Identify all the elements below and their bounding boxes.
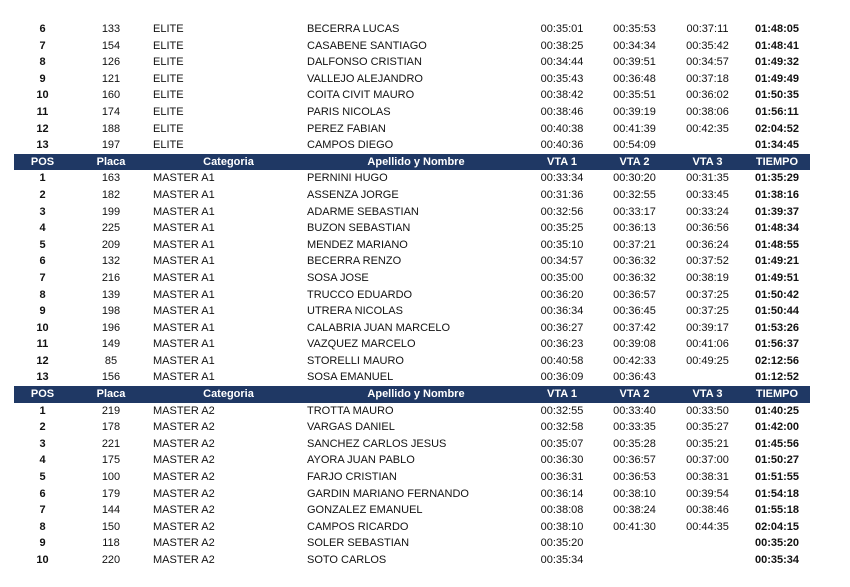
vta3-cell: 00:38:19 — [686, 271, 729, 284]
table-row — [14, 87, 810, 104]
placa-cell: 149 — [101, 338, 121, 351]
vta1-cell: 00:36:31 — [540, 471, 584, 484]
table-row — [14, 469, 810, 486]
vta2-cell: 00:35:28 — [613, 437, 656, 450]
header-vta3: VTA 3 — [671, 386, 744, 403]
nombre-cell: PERNINI HUGO — [307, 172, 388, 185]
pos-cell: 8 — [39, 520, 46, 533]
vta1-cell: 00:36:14 — [540, 487, 584, 500]
placa-cell: 132 — [101, 255, 121, 268]
placa-cell: 85 — [104, 354, 118, 367]
table-row — [14, 187, 810, 204]
header-nombre: Apellido y Nombre — [306, 386, 526, 403]
nombre-cell: SOSA EMANUEL — [307, 371, 394, 384]
tiempo-cell: 01:49:21 — [754, 255, 800, 268]
pos-cell: 7 — [39, 504, 46, 517]
header-vta3: VTA 3 — [671, 154, 744, 171]
categoria-cell: MASTER A2 — [153, 554, 215, 566]
categoria-cell: MASTER A1 — [153, 338, 215, 351]
placa-cell: 225 — [101, 222, 121, 235]
categoria-cell: MASTER A1 — [153, 305, 215, 318]
categoria-cell: MASTER A1 — [153, 371, 215, 384]
header-nombre: Apellido y Nombre — [306, 154, 526, 171]
tiempo-cell: 01:50:42 — [754, 288, 800, 301]
table-row — [14, 369, 810, 386]
pos-cell: 10 — [36, 554, 49, 566]
placa-cell: 126 — [101, 56, 121, 69]
pos-cell: 10 — [36, 89, 49, 102]
categoria-cell: ELITE — [153, 39, 184, 52]
placa-cell: 219 — [101, 404, 121, 417]
pos-cell: 13 — [36, 371, 49, 384]
vta3-cell: 00:38:46 — [686, 504, 729, 517]
vta3-cell: 00:38:06 — [686, 105, 729, 118]
vta3-cell: 00:39:17 — [686, 321, 729, 334]
nombre-cell: BECERRA RENZO — [307, 255, 402, 268]
table-row — [14, 502, 810, 519]
categoria-cell: MASTER A2 — [153, 437, 215, 450]
vta3-cell: 00:39:54 — [686, 487, 729, 500]
vta1-cell: 00:38:08 — [540, 504, 584, 517]
tiempo-cell: 01:48:41 — [754, 39, 800, 52]
tiempo-cell: 01:48:05 — [754, 23, 800, 35]
vta3-cell — [671, 369, 744, 386]
vta3-cell: 00:42:35 — [686, 122, 729, 135]
placa-cell: 221 — [101, 437, 121, 450]
pos-cell: 5 — [39, 238, 46, 251]
nombre-cell: VAZQUEZ MARCELO — [307, 338, 416, 351]
vta3-cell — [671, 535, 744, 552]
vta2-cell: 00:36:57 — [613, 288, 656, 301]
table-row — [14, 436, 810, 453]
table-row — [14, 253, 810, 270]
table-row — [14, 552, 810, 569]
placa-cell: 150 — [101, 520, 121, 533]
vta1-cell: 00:35:10 — [540, 238, 584, 251]
categoria-cell: MASTER A1 — [153, 238, 215, 251]
vta3-cell: 00:33:45 — [686, 188, 729, 201]
pos-cell: 9 — [39, 72, 46, 85]
vta3-cell: 00:37:18 — [686, 72, 729, 85]
header-placa: Placa — [71, 154, 151, 171]
nombre-cell: GARDIN MARIANO FERNANDO — [307, 487, 469, 500]
tiempo-cell: 00:35:20 — [754, 537, 800, 550]
placa-cell: 196 — [101, 321, 121, 334]
tiempo-cell: 01:12:52 — [754, 371, 800, 384]
vta2-cell: 00:35:51 — [613, 89, 656, 102]
nombre-cell: ASSENZA JORGE — [307, 188, 399, 201]
vta1-cell: 00:32:58 — [540, 421, 584, 434]
tiempo-cell: 01:53:26 — [754, 321, 800, 334]
vta1-cell: 00:36:23 — [540, 338, 584, 351]
pos-cell: 11 — [36, 338, 49, 351]
nombre-cell: SANCHEZ CARLOS JESUS — [307, 437, 447, 450]
vta2-cell: 00:41:39 — [613, 122, 656, 135]
vta3-cell: 00:31:35 — [686, 172, 729, 185]
pos-cell: 9 — [39, 305, 46, 318]
pos-cell: 1 — [39, 404, 46, 417]
vta2-cell — [598, 552, 671, 569]
nombre-cell: COITA CIVIT MAURO — [307, 89, 415, 102]
vta3-cell: 00:37:25 — [686, 288, 729, 301]
categoria-cell: MASTER A2 — [153, 487, 215, 500]
results-body — [14, 21, 810, 569]
placa-cell: 156 — [101, 371, 121, 384]
pos-cell: 10 — [36, 321, 49, 334]
tiempo-cell: 01:51:55 — [754, 471, 800, 484]
categoria-cell: MASTER A2 — [153, 520, 215, 533]
vta1-cell: 00:35:20 — [540, 537, 584, 550]
categoria-cell: ELITE — [153, 122, 184, 135]
vta3-cell: 00:37:11 — [686, 23, 729, 35]
vta1-cell: 00:40:36 — [540, 139, 584, 152]
placa-cell: 163 — [101, 172, 121, 185]
tiempo-cell: 01:39:37 — [754, 205, 800, 218]
nombre-cell: CAMPOS DIEGO — [307, 139, 394, 152]
vta1-cell: 00:34:44 — [540, 56, 584, 69]
placa-cell: 216 — [101, 271, 121, 284]
placa-cell: 220 — [101, 554, 121, 566]
vta2-cell: 00:34:34 — [613, 39, 656, 52]
categoria-cell: ELITE — [153, 56, 184, 69]
categoria-cell: MASTER A1 — [153, 222, 215, 235]
categoria-cell: MASTER A1 — [153, 288, 215, 301]
categoria-cell: MASTER A2 — [153, 504, 215, 517]
pos-cell: 8 — [39, 288, 46, 301]
categoria-cell: MASTER A1 — [153, 205, 215, 218]
pos-cell: 9 — [39, 537, 46, 550]
pos-cell: 12 — [36, 354, 49, 367]
vta1-cell: 00:35:43 — [540, 72, 584, 85]
nombre-cell: SOTO CARLOS — [307, 554, 387, 566]
vta2-cell: 00:36:48 — [613, 72, 656, 85]
vta2-cell: 00:37:21 — [613, 238, 656, 251]
placa-cell: 209 — [101, 238, 121, 251]
tiempo-cell: 01:38:16 — [754, 188, 800, 201]
tiempo-cell: 01:45:56 — [754, 437, 800, 450]
nombre-cell: SOLER SEBASTIAN — [307, 537, 410, 550]
table-row — [14, 270, 810, 287]
vta1-cell: 00:36:34 — [540, 305, 584, 318]
vta1-cell: 00:35:34 — [540, 554, 584, 566]
tiempo-cell: 01:50:27 — [754, 454, 800, 467]
nombre-cell: TRUCCO EDUARDO — [307, 288, 413, 301]
table-row — [14, 535, 810, 552]
nombre-cell: BUZON SEBASTIAN — [307, 222, 411, 235]
categoria-cell: MASTER A2 — [153, 404, 215, 417]
vta1-cell: 00:32:55 — [540, 404, 584, 417]
vta3-cell: 00:34:57 — [686, 56, 729, 69]
nombre-cell: VARGAS DANIEL — [307, 421, 395, 434]
vta2-cell: 00:36:13 — [613, 222, 656, 235]
vta3-cell: 00:41:06 — [686, 338, 729, 351]
tiempo-cell: 01:48:55 — [754, 238, 800, 251]
table-row — [14, 121, 810, 138]
vta1-cell: 00:34:57 — [540, 255, 584, 268]
categoria-cell: MASTER A1 — [153, 188, 215, 201]
placa-cell: 179 — [101, 487, 121, 500]
vta2-cell: 00:41:30 — [613, 520, 656, 533]
vta1-cell: 00:35:25 — [540, 222, 584, 235]
nombre-cell: SOSA JOSE — [307, 271, 369, 284]
categoria-cell: ELITE — [153, 72, 184, 85]
pos-cell: 5 — [39, 471, 46, 484]
vta2-cell: 00:37:42 — [613, 321, 656, 334]
placa-cell: 144 — [101, 504, 121, 517]
categoria-cell: MASTER A2 — [153, 421, 215, 434]
categoria-cell: MASTER A1 — [153, 172, 215, 185]
tiempo-cell: 01:50:44 — [754, 305, 800, 318]
placa-cell: 175 — [101, 454, 121, 467]
header-tiempo: TIEMPO — [744, 386, 810, 403]
table-row — [14, 38, 810, 55]
vta3-cell: 00:35:27 — [686, 421, 729, 434]
vta2-cell: 00:38:24 — [613, 504, 656, 517]
categoria-cell: MASTER A1 — [153, 271, 215, 284]
table-row — [14, 54, 810, 71]
pos-cell: 12 — [36, 122, 49, 135]
placa-cell: 160 — [101, 89, 121, 102]
tiempo-cell: 00:35:34 — [754, 554, 800, 566]
placa-cell: 154 — [101, 39, 121, 52]
placa-cell: 188 — [101, 122, 121, 135]
tiempo-cell: 01:40:25 — [754, 404, 800, 417]
vta3-cell: 00:36:24 — [686, 238, 729, 251]
placa-cell: 178 — [101, 421, 121, 434]
header-vta2: VTA 2 — [598, 154, 671, 171]
pos-cell: 6 — [39, 255, 46, 268]
header-pos: POS — [14, 154, 71, 171]
placa-cell: 118 — [102, 537, 120, 550]
vta3-cell — [671, 552, 744, 569]
table-row — [14, 137, 810, 154]
pos-cell: 13 — [36, 139, 49, 152]
pos-cell: 7 — [39, 39, 46, 52]
pos-cell: 8 — [39, 56, 46, 69]
categoria-cell: ELITE — [153, 89, 184, 102]
tiempo-cell: 02:04:52 — [754, 122, 800, 135]
pos-cell: 4 — [39, 454, 46, 467]
table-row — [14, 419, 810, 436]
pos-cell: 4 — [39, 222, 46, 235]
placa-cell: 139 — [101, 288, 121, 301]
vta1-cell: 00:36:30 — [540, 454, 584, 467]
vta3-cell: 00:33:24 — [686, 205, 729, 218]
vta2-cell: 00:36:53 — [613, 471, 656, 484]
vta2-cell: 00:39:19 — [613, 105, 656, 118]
categoria-cell: MASTER A1 — [153, 255, 215, 268]
header-vta1: VTA 1 — [526, 386, 598, 403]
placa-cell: 198 — [101, 305, 121, 318]
categoria-cell: MASTER A1 — [153, 354, 215, 367]
categoria-cell: ELITE — [153, 23, 184, 35]
vta1-cell: 00:36:27 — [540, 321, 584, 334]
tiempo-cell: 01:49:49 — [754, 72, 800, 85]
vta1-cell: 00:31:36 — [540, 188, 584, 201]
nombre-cell: VALLEJO ALEJANDRO — [307, 72, 423, 85]
vta2-cell: 00:38:10 — [613, 487, 656, 500]
vta3-cell — [671, 137, 744, 154]
pos-cell: 2 — [39, 421, 46, 434]
placa-cell: 197 — [101, 139, 121, 152]
nombre-cell: CAMPOS RICARDO — [307, 520, 409, 533]
table-row — [14, 170, 810, 187]
header-row — [14, 154, 810, 171]
header-vta2: VTA 2 — [598, 386, 671, 403]
nombre-cell: PARIS NICOLAS — [307, 105, 391, 118]
pos-cell: 3 — [39, 437, 46, 450]
nombre-cell: TROTTA MAURO — [307, 404, 394, 417]
vta2-cell: 00:39:08 — [613, 338, 656, 351]
pos-cell: 2 — [39, 188, 46, 201]
vta1-cell: 00:38:46 — [540, 105, 584, 118]
nombre-cell: ADARME SEBASTIAN — [307, 205, 419, 218]
table-row — [14, 452, 810, 469]
table-row — [14, 204, 810, 221]
vta2-cell: 00:36:57 — [613, 454, 656, 467]
vta1-cell: 00:36:09 — [540, 371, 584, 384]
categoria-cell: MASTER A2 — [153, 537, 215, 550]
vta1-cell: 00:33:34 — [540, 172, 584, 185]
vta3-cell: 00:36:56 — [686, 222, 729, 235]
placa-cell: 133 — [101, 23, 121, 35]
tiempo-cell: 01:56:37 — [754, 338, 800, 351]
tiempo-cell: 01:54:18 — [754, 487, 800, 500]
vta2-cell: 00:36:43 — [613, 371, 656, 384]
pos-cell: 7 — [39, 271, 46, 284]
tiempo-cell: 01:42:00 — [754, 421, 800, 434]
pos-cell: 6 — [39, 23, 46, 35]
vta2-cell: 00:42:33 — [613, 354, 656, 367]
table-row — [14, 71, 810, 88]
vta1-cell: 00:40:38 — [540, 122, 584, 135]
nombre-cell: FARJO CRISTIAN — [307, 471, 397, 484]
tiempo-cell: 02:12:56 — [754, 354, 800, 367]
vta2-cell: 00:39:51 — [613, 56, 656, 69]
table-row — [14, 287, 810, 304]
tiempo-cell: 01:48:34 — [754, 222, 800, 235]
nombre-cell: DALFONSO CRISTIAN — [307, 56, 422, 69]
table-row — [14, 519, 810, 536]
vta3-cell: 00:35:42 — [686, 39, 729, 52]
nombre-cell: CALABRIA JUAN MARCELO — [307, 321, 451, 334]
vta3-cell: 00:37:52 — [686, 255, 729, 268]
placa-cell: 199 — [101, 205, 121, 218]
vta1-cell: 00:38:10 — [540, 520, 584, 533]
tiempo-cell: 02:04:15 — [754, 520, 800, 533]
tiempo-cell: 01:35:29 — [754, 172, 800, 185]
placa-cell: 174 — [101, 105, 121, 118]
nombre-cell: GONZALEZ EMANUEL — [307, 504, 423, 517]
header-categoria: Categoria — [151, 154, 306, 171]
vta3-cell: 00:36:02 — [686, 89, 729, 102]
vta2-cell: 00:36:32 — [613, 255, 656, 268]
categoria-cell: MASTER A2 — [153, 454, 215, 467]
placa-cell: 121 — [101, 72, 121, 85]
vta1-cell: 00:40:58 — [540, 354, 584, 367]
vta3-cell: 00:44:35 — [686, 520, 729, 533]
results-table — [14, 21, 810, 569]
vta3-cell: 00:49:25 — [686, 354, 729, 367]
tiempo-cell: 01:34:45 — [754, 139, 800, 152]
nombre-cell: AYORA JUAN PABLO — [307, 454, 415, 467]
nombre-cell: CASABENE SANTIAGO — [307, 39, 427, 52]
vta3-cell: 00:33:50 — [686, 404, 729, 417]
tiempo-cell: 01:49:51 — [754, 271, 800, 284]
vta3-cell: 00:37:25 — [686, 305, 729, 318]
categoria-cell: MASTER A2 — [153, 471, 215, 484]
nombre-cell: MENDEZ MARIANO — [307, 238, 408, 251]
vta2-cell: 00:36:45 — [613, 305, 656, 318]
table-row — [14, 403, 810, 420]
vta2-cell: 00:32:55 — [613, 188, 656, 201]
table-row — [14, 21, 810, 38]
header-categoria: Categoria — [151, 386, 306, 403]
placa-cell: 182 — [101, 188, 121, 201]
table-row — [14, 237, 810, 254]
vta1-cell: 00:35:01 — [540, 23, 584, 35]
nombre-cell: PEREZ FABIAN — [307, 122, 386, 135]
tiempo-cell: 01:56:11 — [755, 105, 799, 118]
categoria-cell: MASTER A1 — [153, 321, 215, 334]
pos-cell: 11 — [36, 105, 49, 118]
table-row — [14, 220, 810, 237]
table-row — [14, 303, 810, 320]
table-row — [14, 353, 810, 370]
vta2-cell: 00:35:53 — [613, 23, 656, 35]
vta2-cell: 00:33:35 — [613, 421, 656, 434]
categoria-cell: ELITE — [153, 105, 184, 118]
nombre-cell: BECERRA LUCAS — [307, 23, 400, 35]
vta1-cell: 00:38:42 — [540, 89, 584, 102]
vta2-cell — [598, 535, 671, 552]
nombre-cell: STORELLI MAURO — [307, 354, 404, 367]
vta3-cell: 00:37:00 — [686, 454, 729, 467]
vta3-cell: 00:38:31 — [686, 471, 729, 484]
vta1-cell: 00:35:00 — [540, 271, 584, 284]
pos-cell: 1 — [39, 172, 46, 185]
header-tiempo: TIEMPO — [744, 154, 810, 171]
vta2-cell: 00:36:32 — [613, 271, 656, 284]
categoria-cell: ELITE — [153, 139, 184, 152]
vta2-cell: 00:33:17 — [613, 205, 656, 218]
tiempo-cell: 01:55:18 — [754, 504, 800, 517]
vta2-cell: 00:33:40 — [613, 404, 656, 417]
placa-cell: 100 — [101, 471, 121, 484]
header-vta1: VTA 1 — [526, 154, 598, 171]
table-row — [14, 320, 810, 337]
header-row — [14, 386, 810, 403]
tiempo-cell: 01:50:35 — [754, 89, 800, 102]
vta2-cell: 00:30:20 — [613, 172, 656, 185]
pos-cell: 6 — [39, 487, 46, 500]
tiempo-cell: 01:49:32 — [754, 56, 800, 69]
vta3-cell: 00:35:21 — [686, 437, 729, 450]
table-row — [14, 104, 810, 121]
vta1-cell: 00:38:25 — [540, 39, 584, 52]
nombre-cell: UTRERA NICOLAS — [307, 305, 403, 318]
table-row — [14, 336, 810, 353]
pos-cell: 3 — [39, 205, 46, 218]
header-placa: Placa — [71, 386, 151, 403]
vta1-cell: 00:35:07 — [540, 437, 584, 450]
vta1-cell: 00:36:20 — [540, 288, 584, 301]
vta2-cell: 00:54:09 — [613, 139, 656, 152]
table-row — [14, 486, 810, 503]
vta1-cell: 00:32:56 — [540, 205, 584, 218]
header-pos: POS — [14, 386, 71, 403]
